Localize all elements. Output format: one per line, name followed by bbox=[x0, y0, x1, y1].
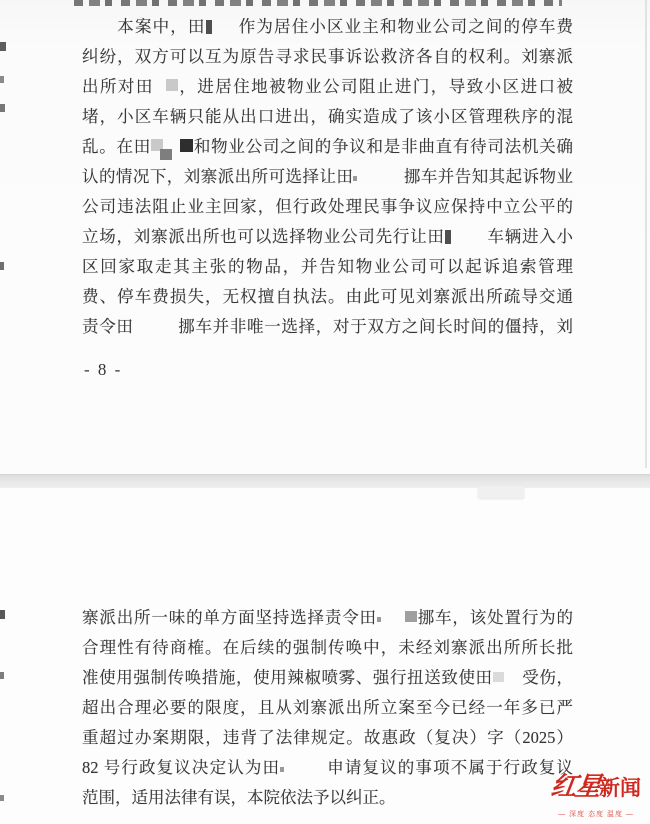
text-line bbox=[82, 192, 573, 222]
text-line bbox=[82, 252, 573, 282]
text-segment: 立场，刘寨派出所也可以选择物业公司先行让田 bbox=[82, 227, 445, 246]
text-line bbox=[82, 162, 573, 192]
text-segment: 挪车，该处置行为的 bbox=[416, 608, 574, 627]
text-segment: ，进居住地被物业公司阻止进门，导致小区进口被 bbox=[177, 77, 574, 96]
text-segment: 车辆进入小 bbox=[486, 227, 574, 246]
scan-artifact bbox=[0, 795, 4, 801]
document-page-top bbox=[82, 12, 573, 342]
logo-tagline: — 深度 态度 温度 — bbox=[558, 811, 634, 818]
text-segment: 堵，小区车辆只能从出口进出，确实造成了该小区管理秩序的混 bbox=[82, 107, 573, 126]
text-line bbox=[82, 312, 573, 342]
text-segment: 合理性有待商榷。在后续的强制传唤中，未经刘寨派出所所长批 bbox=[82, 638, 573, 657]
text-segment: 出所对田 bbox=[82, 77, 154, 96]
text-segment: 费、停车费损失，无权擅自执法。由此可见刘寨派出所疏导交通 bbox=[82, 287, 573, 306]
text-segment: 82 号行政复议决定认为田 bbox=[82, 758, 281, 777]
text-segment: 受伤， bbox=[521, 668, 574, 687]
text-segment: 责令田 bbox=[82, 317, 134, 336]
text-line bbox=[82, 783, 573, 813]
text-segment: 重超过办案期限，违背了法律规定。故惠政（复决）字（2025） bbox=[82, 728, 573, 747]
text-line bbox=[82, 12, 573, 42]
text-segment: 寨派出所一味的单方面坚持选择责令田 bbox=[82, 608, 377, 627]
text-segment: 和物业公司之间的争议和是非曲直有待司法机关确 bbox=[193, 137, 574, 156]
scan-artifact bbox=[0, 672, 4, 679]
clipped-text-line bbox=[74, 0, 562, 6]
redaction-mark bbox=[206, 20, 212, 34]
text-line bbox=[82, 723, 573, 753]
page-divider bbox=[0, 474, 650, 488]
redstar-news-logo bbox=[542, 770, 650, 822]
text-segment: 挪车并非唯一选择，对于双方之间长时间的僵持，刘 bbox=[177, 317, 574, 336]
redaction-mark bbox=[280, 767, 284, 772]
logo-text-script: 红星 bbox=[549, 772, 602, 801]
text-line bbox=[82, 753, 573, 783]
redaction-mark bbox=[405, 611, 417, 622]
text-line bbox=[82, 102, 573, 132]
redaction-mark bbox=[160, 149, 172, 160]
text-line bbox=[82, 132, 573, 162]
text-segment: 区回家取走其主张的物品，并告知物业公司可以起诉追索管理 bbox=[82, 257, 573, 276]
text-line bbox=[82, 72, 573, 102]
text-line bbox=[82, 603, 573, 633]
text-segment: 挪车并告知其起诉物业 bbox=[403, 167, 574, 186]
scan-artifact bbox=[0, 610, 5, 619]
scan-artifact bbox=[0, 42, 6, 51]
text-line bbox=[82, 282, 573, 312]
redaction-mark bbox=[493, 672, 504, 682]
scan-artifact bbox=[0, 76, 4, 83]
logo-text-block: 新闻 bbox=[599, 776, 641, 800]
text-segment: 申请复议的事项不属于行政复议 bbox=[326, 758, 574, 777]
text-segment: 超出合理必要的限度，且从刘寨派出所立案至今已经一年多已严 bbox=[82, 698, 573, 717]
redaction-mark bbox=[180, 139, 193, 152]
page-number: - 8 - bbox=[84, 360, 123, 379]
text-line bbox=[82, 633, 573, 663]
redaction-mark bbox=[166, 79, 178, 91]
text-line bbox=[82, 222, 573, 252]
logo-brand bbox=[542, 770, 650, 808]
page-divider-tab bbox=[478, 486, 524, 498]
page-edge-line bbox=[645, 0, 647, 468]
redaction-mark bbox=[445, 230, 451, 244]
text-segment: 范围，适用法律有误，本院依法予以纠正。 bbox=[82, 788, 396, 807]
redaction-mark bbox=[353, 176, 357, 181]
text-segment: 本案中，田 bbox=[82, 17, 206, 36]
scan-artifact bbox=[0, 262, 4, 270]
text-line bbox=[82, 42, 573, 72]
text-segment: 作为居住小区业主和物业公司之间的停车费 bbox=[237, 17, 574, 36]
scan-artifact bbox=[0, 104, 5, 112]
text-segment: 准使用强制传唤措施，使用辣椒喷雾、强行扭送致使田 bbox=[82, 668, 493, 687]
text-line bbox=[82, 693, 573, 723]
text-segment: 纠纷，双方可以互为原告寻求民事诉讼救济各自的权利。刘寨派 bbox=[82, 47, 573, 66]
text-segment: 认的情况下，刘寨派出所可选择让田 bbox=[82, 167, 354, 186]
redaction-mark bbox=[377, 617, 381, 622]
text-segment: 公司违法阻止业主回家，但行政处理民事争议应保持中立公平的 bbox=[82, 197, 573, 216]
text-segment: 乱。在田 bbox=[82, 137, 152, 156]
document-page-bottom bbox=[82, 603, 573, 813]
text-line bbox=[82, 663, 573, 693]
